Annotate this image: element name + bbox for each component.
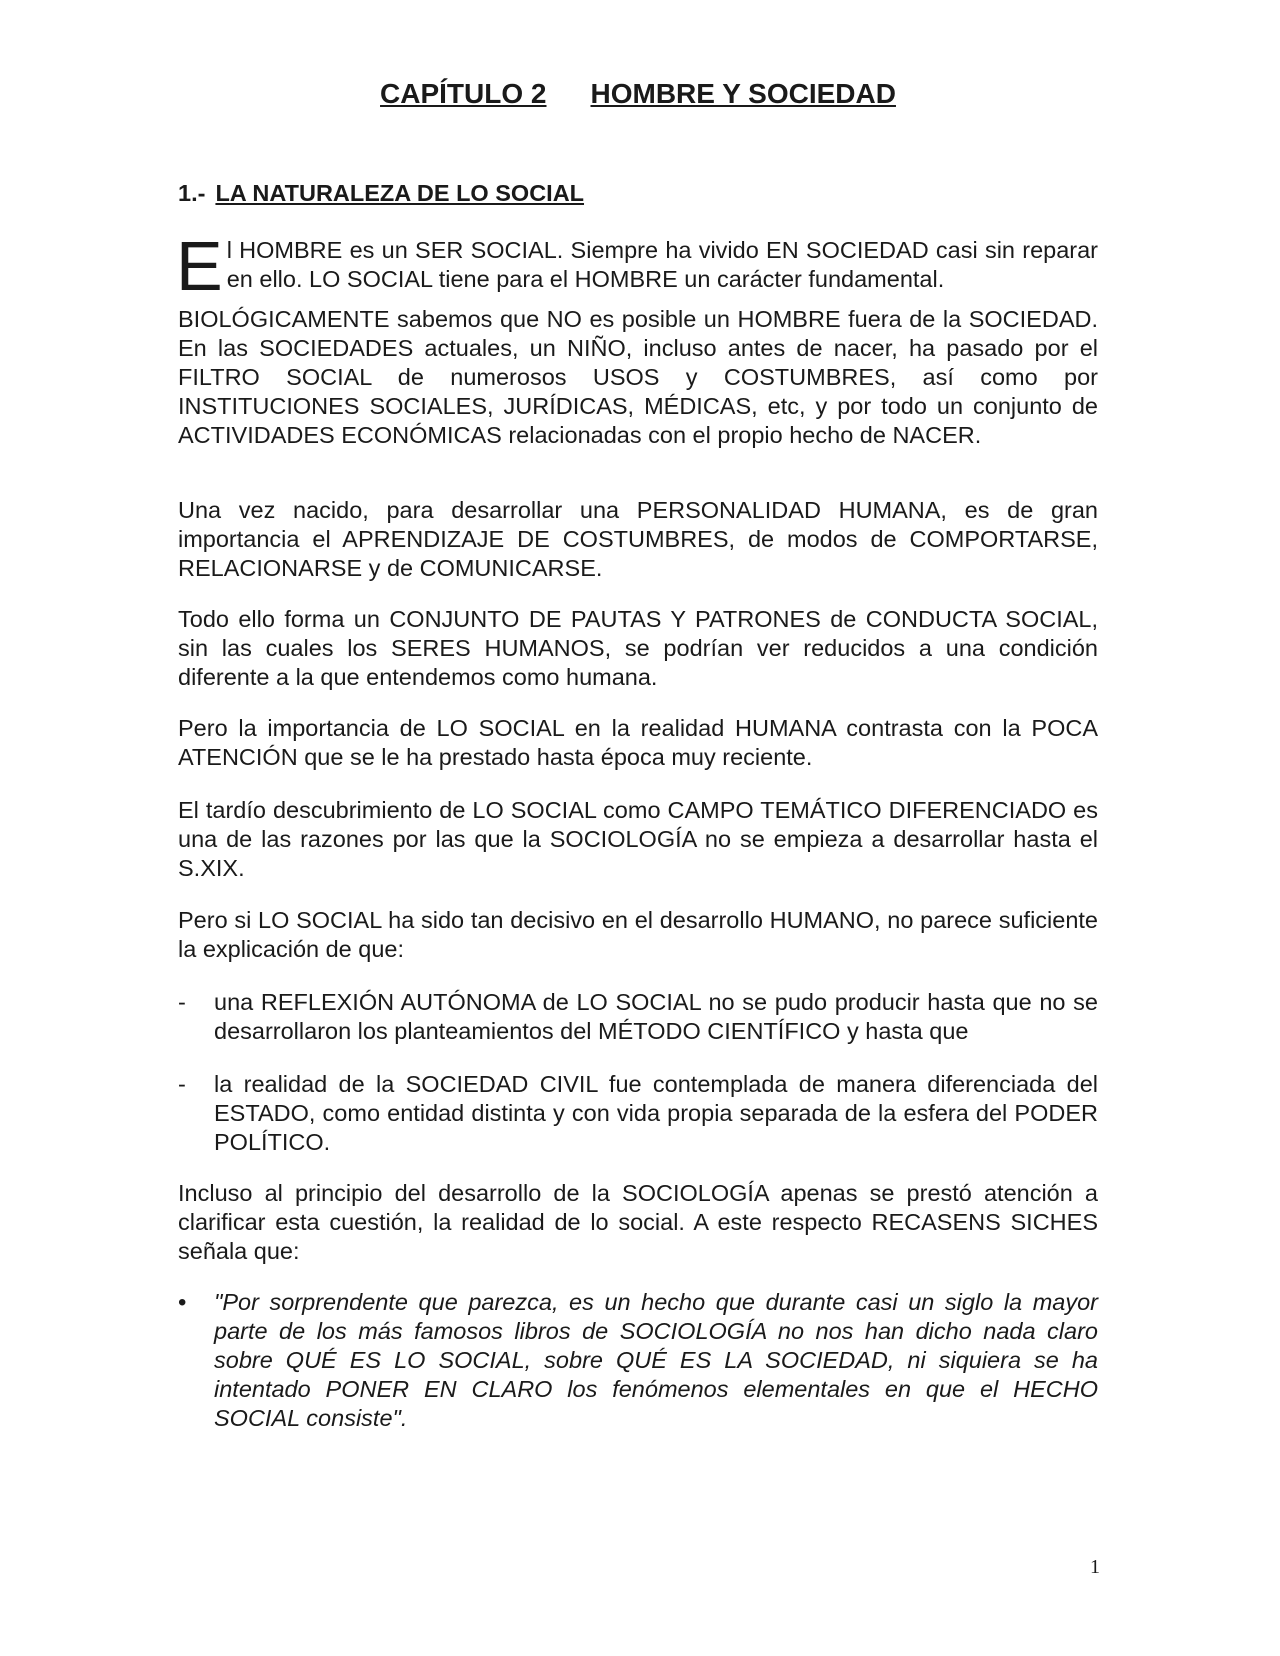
paragraph: Todo ello forma un CONJUNTO DE PAUTAS Y PATRONES de CONDUCTA SOCIAL, sin las cuales los SERES HUMANOS, se podrían ver reducidos a una condición diferente a la que entendemos como humana. bbox=[178, 606, 1098, 690]
chapter-label: CAPÍTULO 2 bbox=[380, 78, 547, 109]
paragraph: Pero si LO SOCIAL ha sido tan decisivo en el desarrollo HUMANO, no parece suficiente la explicación de que: bbox=[178, 907, 1098, 962]
section-title: LA NATURALEZA DE LO SOCIAL bbox=[215, 180, 585, 206]
paragraph: El tardío descubrimiento de LO SOCIAL como CAMPO TEMÁTICO DIFERENCIADO es una de las razones por las que la SOCIOLOGÍA no se empieza a desarrollar hasta el S.XIX. bbox=[178, 797, 1098, 881]
chapter-name: HOMBRE Y SOCIEDAD bbox=[590, 78, 896, 109]
quote-item bbox=[178, 1288, 1098, 1433]
paragraph: BIOLÓGICAMENTE sabemos que NO es posible un HOMBRE fuera de la SOCIEDAD. En las SOCIEDADES actuales, un NIÑO, incluso antes de nacer, ha pasado por el FILTRO SOCIAL de numerosos USOS y COSTUMBRES, así como por INSTITUCIONES SOCIALES, JURÍDICAS, MÉDICAS, etc, y por todo un conjunto de ACTIVIDADES ECONÓMICAS relacionadas con el propio hecho de NACER. bbox=[178, 306, 1098, 448]
dash-list-item bbox=[178, 1070, 1098, 1157]
drop-cap: E bbox=[176, 227, 223, 305]
dash-marker: - bbox=[178, 1071, 186, 1097]
dash-list-item bbox=[178, 988, 1098, 1046]
dash-item-text: una REFLEXIÓN AUTÓNOMA de LO SOCIAL no se pudo producir hasta que no se desarrollaron los planteamientos del MÉTODO CIENTÍFICO y hasta que bbox=[214, 989, 1098, 1044]
paragraph: Una vez nacido, para desarrollar una PERSONALIDAD HUMANA, es de gran importancia el APRENDIZAJE DE COSTUMBRES, de modos de COMPORTARSE, RELACIONARSE y de COMUNICARSE. bbox=[178, 497, 1098, 581]
bullet-marker: • bbox=[178, 1289, 187, 1316]
section-heading bbox=[178, 179, 584, 207]
intro-paragraph bbox=[176, 227, 1098, 305]
paragraph: Pero la importancia de LO SOCIAL en la realidad HUMANA contrasta con la POCA ATENCIÓN que se le ha prestado hasta época muy reciente. bbox=[178, 715, 1098, 770]
page-number: 1 bbox=[1090, 1556, 1100, 1578]
dash-item-text: la realidad de la SOCIEDAD CIVIL fue contemplada de manera diferenciada del ESTADO, como entidad distinta y con vida propia separada de la esfera del PODER POLÍTICO. bbox=[214, 1071, 1098, 1155]
quote-text: "Por sorprendente que parezca, es un hecho que durante casi un siglo la mayor parte de los más famosos libros de SOCIOLOGÍA no nos han dicho nada claro sobre QUÉ ES LO SOCIAL, sobre QUÉ ES LA SOCIEDAD, ni siquiera se ha intentado PONER EN CLARO los fenómenos elementales en que el HECHO SOCIAL consiste". bbox=[214, 1289, 1098, 1431]
section-number: 1.- bbox=[178, 180, 206, 206]
dash-marker: - bbox=[178, 989, 186, 1015]
paragraph: Incluso al principio del desarrollo de la SOCIOLOGÍA apenas se prestó atención a clarificar esta cuestión, la realidad de lo social. A este respecto RECASENS SICHES señala que: bbox=[178, 1180, 1098, 1264]
intro-text: l HOMBRE es un SER SOCIAL. Siempre ha vivido EN SOCIEDAD casi sin reparar en ello. LO SOCIAL tiene para el HOMBRE un carácter fundamental. bbox=[226, 237, 1098, 292]
chapter-title bbox=[178, 78, 1098, 110]
